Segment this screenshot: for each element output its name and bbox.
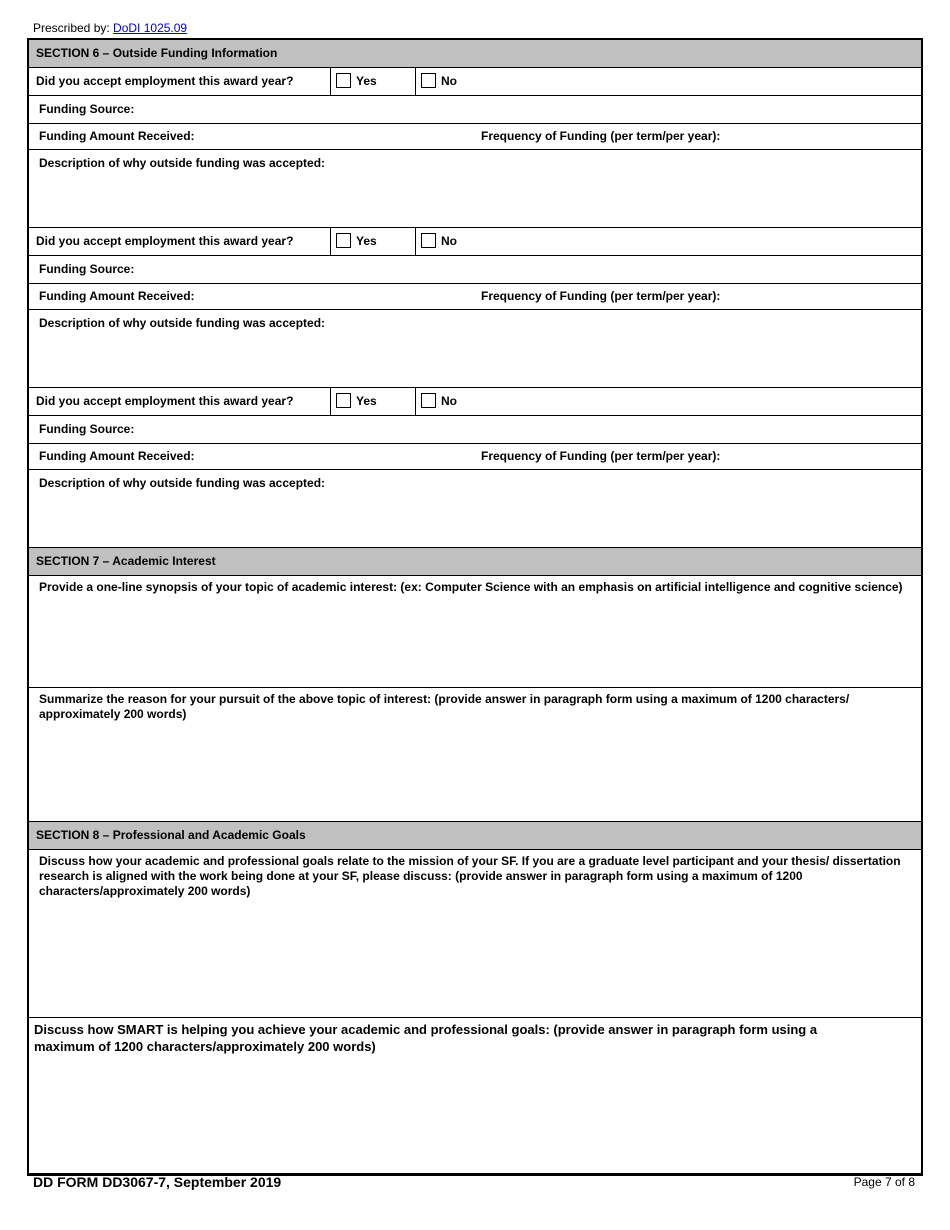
- frequency-field[interactable]: [734, 124, 921, 149]
- prescribed-label: Prescribed by:: [33, 21, 114, 35]
- funding-description-field[interactable]: [29, 334, 921, 386]
- section-6-title: SECTION 6 – Outside Funding Information: [36, 46, 278, 60]
- funding-source-row: [29, 96, 921, 124]
- page-number: Page 7 of 8: [853, 1175, 915, 1189]
- smart-prompt: Discuss how SMART is helping you achieve your academic and professional goals: (provide answer in paragraph form using a maximum of 1200 characters/approximately 200 words): [34, 1022, 818, 1054]
- form-body: [27, 38, 923, 1176]
- smart-row: [29, 1018, 921, 1172]
- synopsis-field[interactable]: [29, 614, 921, 686]
- smart-field[interactable]: [29, 1058, 921, 1170]
- employment-question-row: [29, 388, 921, 416]
- yes-option: [331, 68, 416, 95]
- funding-amount-field[interactable]: [209, 284, 471, 309]
- frequency-field[interactable]: [734, 444, 921, 469]
- no-option: [416, 68, 921, 95]
- funding-description-field[interactable]: [29, 174, 921, 226]
- funding-source-label: Funding Source:: [39, 422, 135, 436]
- frequency-label: Frequency of Funding (per term/per year):: [481, 289, 721, 303]
- interest-reason-prompt: Summarize the reason for your pursuit of the above topic of interest: (provide answer in paragraph form using a maximum of 1200 characters/ approximately 200 words): [39, 692, 850, 721]
- frequency-field[interactable]: [734, 284, 921, 309]
- funding-description-label: Description of why outside funding was accepted:: [39, 316, 326, 330]
- funding-source-field[interactable]: [149, 256, 921, 283]
- yes-label: Yes: [356, 394, 377, 408]
- funding-source-label: Funding Source:: [39, 102, 135, 116]
- funding-source-row: [29, 256, 921, 284]
- section-6-header: [29, 40, 921, 68]
- yes-option: [331, 388, 416, 415]
- funding-description-label: Description of why outside funding was accepted:: [39, 476, 326, 490]
- funding-description-row: [29, 470, 921, 548]
- no-option: [416, 388, 921, 415]
- no-checkbox[interactable]: [421, 393, 436, 408]
- section-8-title: SECTION 8 – Professional and Academic Goals: [36, 828, 306, 842]
- funding-description-label: Description of why outside funding was accepted:: [39, 156, 326, 170]
- funding-description-row: [29, 150, 921, 228]
- funding-amount-row: [29, 444, 921, 470]
- funding-source-field[interactable]: [149, 96, 921, 123]
- funding-amount-label: Funding Amount Received:: [39, 449, 195, 463]
- form-identifier: DD FORM DD3067-7, September 2019: [33, 1174, 282, 1190]
- employment-question-row: [29, 68, 921, 96]
- frequency-label: Frequency of Funding (per term/per year):: [481, 449, 721, 463]
- funding-source-label: Funding Source:: [39, 262, 135, 276]
- employment-question-cell: [29, 228, 331, 255]
- funding-description-field[interactable]: [29, 494, 921, 546]
- dodi-link[interactable]: DoDI 1025.09: [113, 21, 188, 35]
- funding-amount-field[interactable]: [209, 124, 471, 149]
- synopsis-row: [29, 576, 921, 688]
- no-checkbox[interactable]: [421, 233, 436, 248]
- yes-label: Yes: [356, 74, 377, 88]
- yes-checkbox[interactable]: [336, 233, 351, 248]
- employment-question: Did you accept employment this award year?: [36, 74, 294, 88]
- funding-amount-row: [29, 284, 921, 310]
- section-7-title: SECTION 7 – Academic Interest: [36, 554, 216, 568]
- no-option: [416, 228, 921, 255]
- yes-checkbox[interactable]: [336, 393, 351, 408]
- employment-question-row: [29, 228, 921, 256]
- funding-source-row: [29, 416, 921, 444]
- yes-option: [331, 228, 416, 255]
- funding-source-field[interactable]: [149, 416, 921, 443]
- prescribed-by: [33, 21, 187, 35]
- funding-amount-label: Funding Amount Received:: [39, 129, 195, 143]
- employment-question-cell: [29, 388, 331, 415]
- goals-prompt: Discuss how your academic and professional goals relate to the mission of your SF. If you are a graduate level participant and your thesis/ dissertation research is aligned with the work being done at your SF, please discuss: (provide answer in paragraph form using a maximum of 1200 characters/approximately 200 words): [39, 854, 901, 898]
- synopsis-prompt: Provide a one-line synopsis of your topic of academic interest: (ex: Computer Science with an emphasis on artificial intelligence and cognitive science): [39, 580, 903, 594]
- section-7-header: [29, 548, 921, 576]
- interest-reason-field[interactable]: [29, 726, 921, 820]
- goals-field[interactable]: [29, 904, 921, 1016]
- funding-amount-field[interactable]: [209, 444, 471, 469]
- frequency-label: Frequency of Funding (per term/per year):: [481, 129, 721, 143]
- section-8-header: [29, 822, 921, 850]
- employment-question: Did you accept employment this award year?: [36, 394, 294, 408]
- employment-question: Did you accept employment this award year?: [36, 234, 294, 248]
- goals-row: [29, 850, 921, 1018]
- no-label: No: [441, 74, 457, 88]
- funding-amount-row: [29, 124, 921, 150]
- funding-description-row: [29, 310, 921, 388]
- yes-label: Yes: [356, 234, 377, 248]
- yes-checkbox[interactable]: [336, 73, 351, 88]
- no-label: No: [441, 394, 457, 408]
- no-label: No: [441, 234, 457, 248]
- interest-reason-row: [29, 688, 921, 822]
- funding-amount-label: Funding Amount Received:: [39, 289, 195, 303]
- employment-question-cell: [29, 68, 331, 95]
- no-checkbox[interactable]: [421, 73, 436, 88]
